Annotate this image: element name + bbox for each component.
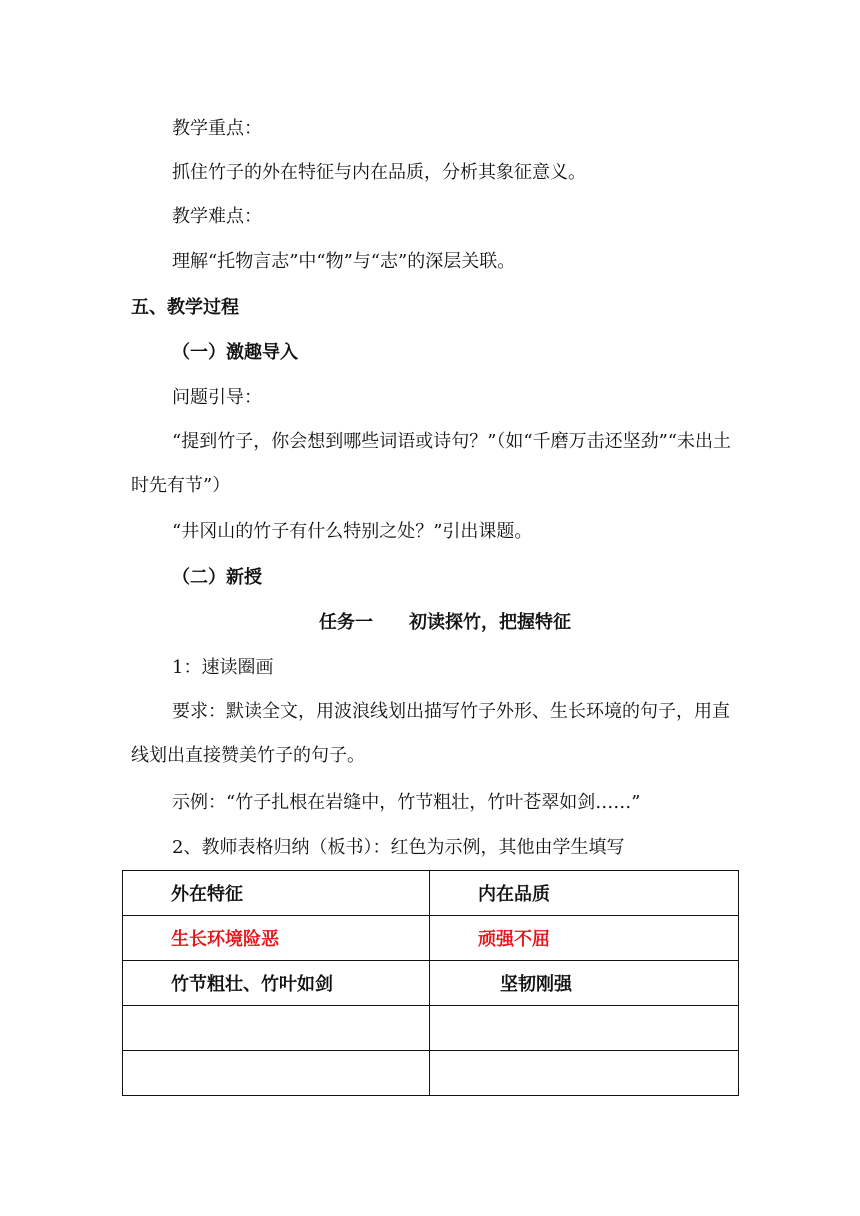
table-cell-blank[interactable]: [430, 1051, 739, 1096]
task-title: 任务一 初读探竹，把握特征: [319, 612, 571, 633]
key-point-label: 教学重点：: [172, 118, 262, 139]
table-cell: 坚韧刚强: [430, 961, 739, 1006]
table-header-cell: 外在特征: [123, 871, 430, 916]
part-heading-new: （二）新授: [172, 567, 262, 588]
table-row: [123, 961, 739, 1006]
table-header-cell: 内在品质: [430, 871, 739, 916]
question-label: 问题引导：: [172, 387, 262, 408]
table-cell-blank[interactable]: [430, 1006, 739, 1051]
table-header-row: [123, 871, 739, 916]
table-cell-example: 顽强不屈: [430, 916, 739, 961]
step-1-requirement: 要求：默读全文，用波浪线划出描写竹子外形、生长环境的句子，用直线划出直接赞美竹子的句子。: [131, 701, 730, 766]
table-cell: 竹节粗壮、竹叶如剑: [123, 961, 430, 1006]
table-row: [123, 916, 739, 961]
table-row: [123, 1006, 739, 1051]
table-cell-blank[interactable]: [123, 1051, 430, 1096]
question-2: “井冈山的竹子有什么特别之处？”引出课题。: [172, 521, 533, 542]
example-text: 示例：“竹子扎根在岩缝中，竹节粗壮，竹叶苍翠如剑……”: [172, 792, 641, 813]
table-cell-example: 生长环境险恶: [123, 916, 430, 961]
difficulty-label: 教学难点：: [172, 206, 262, 227]
step-1-label: 1：速读圈画: [172, 657, 274, 678]
table-row: [123, 1051, 739, 1096]
difficulty-text: 理解“托物言志”中“物”与“志”的深层关联。: [172, 251, 516, 272]
part-heading-intro: （一）激趣导入: [172, 342, 298, 363]
section-heading-process: 五、教学过程: [131, 297, 239, 318]
board-summary-table: [122, 870, 739, 1096]
key-point-text: 抓住竹子的外在特征与内在品质，分析其象征意义。: [172, 162, 586, 183]
table-cell-blank[interactable]: [123, 1006, 430, 1051]
step-2-label: 2、教师表格归纳（板书）：红色为示例，其他由学生填写: [172, 837, 625, 858]
question-1: “提到竹子，你会想到哪些词语或诗句？”（如“千磨万击还坚劲”“未出土时先有节”）: [131, 431, 732, 496]
